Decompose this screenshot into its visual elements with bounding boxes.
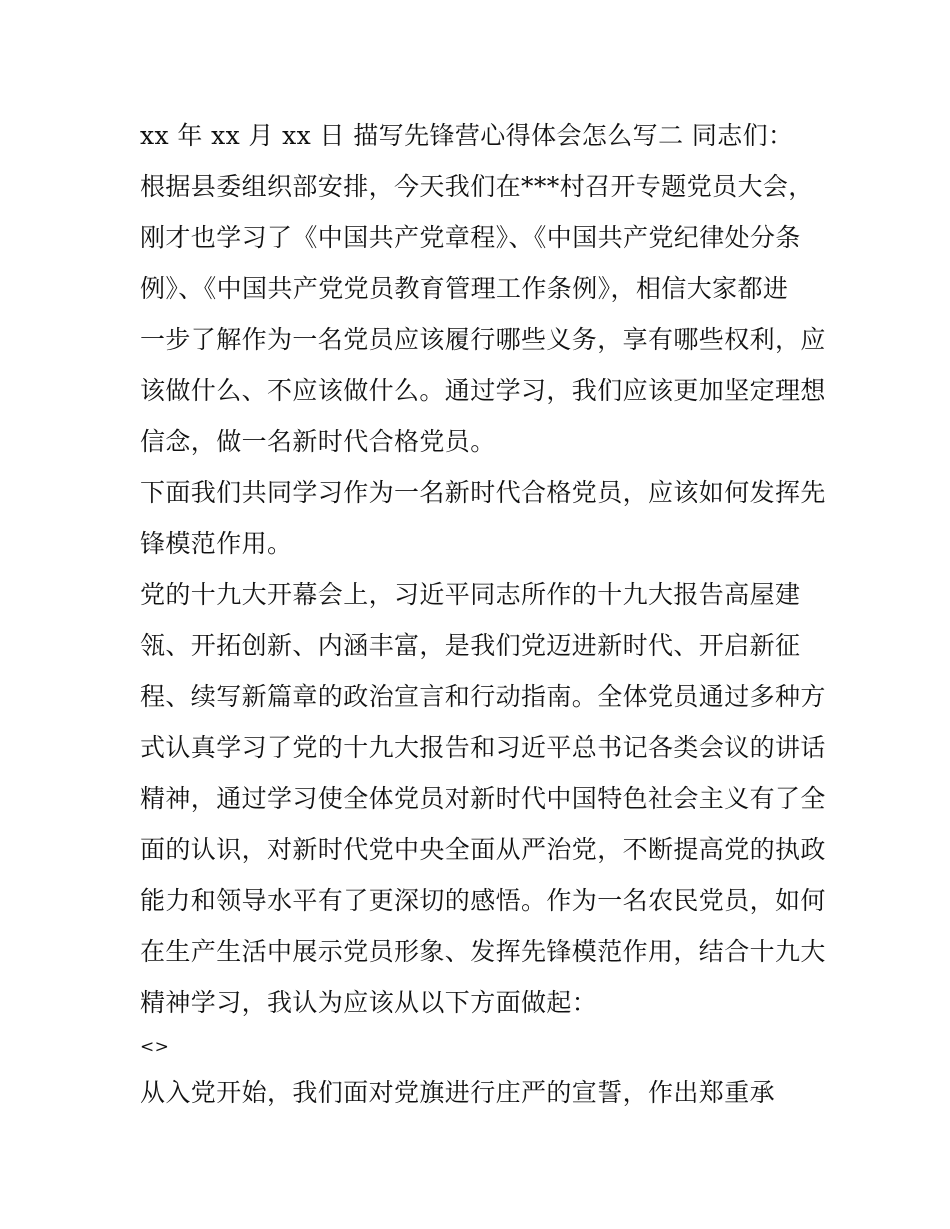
text-line: 例》、《中国共产党党员教育管理工作条例》，相信大家都进 [140,274,789,303]
text-line: 瓴、开拓创新、内涵丰富，是我们党迈进新时代、开启新征 [140,631,801,660]
text-line: 能力和领导水平有了更深切的感悟。作为一名农民党员，如何 [140,886,826,915]
text-line: 党的十九大开幕会上，习近平同志所作的十九大报告高屋建 [140,580,801,609]
text-line: 该做什么、不应该做什么。通过学习，我们应该更加坚定理想 [140,376,826,405]
text-line: xx 年 xx 月 xx 日 描写先锋营心得体会怎么写二 同志们： [140,121,794,150]
text-line: 精神，通过学习使全体党员对新时代中国特色社会主义有了全 [140,784,826,813]
text-line: 锋模范作用。 [140,529,293,558]
text-line: <> [140,1037,170,1057]
text-line: 精神学习，我认为应该从以下方面做起： [140,988,598,1017]
text-line: 程、续写新篇章的政治宣言和行动指南。全体党员通过多种方 [140,682,826,711]
document-body [140,110,826,1118]
text-line: 根据县委组织部安排，今天我们在***村召开专题党员大会， [140,172,814,201]
text-line: 信念，做一名新时代合格党员。 [140,427,496,456]
text-line: 刚才也学习了《中国共产党章程》、《中国共产党纪律处分条 [140,223,801,252]
text-line: 式认真学习了党的十九大报告和习近平总书记各类会议的讲话 [140,733,826,762]
text-line: 下面我们共同学习作为一名新时代合格党员，应该如何发挥先 [140,478,826,507]
text-line: 在生产生活中展示党员形象、发挥先锋模范作用，结合十九大 [140,937,826,966]
text-line: 面的认识，对新时代党中央全面从严治党，不断提高党的执政 [140,835,826,864]
text-line: 一步了解作为一名党员应该履行哪些义务，享有哪些权利，应 [140,325,826,354]
text-line: 从入党开始，我们面对党旗进行庄严的宣誓，作出郑重承 [140,1078,776,1107]
